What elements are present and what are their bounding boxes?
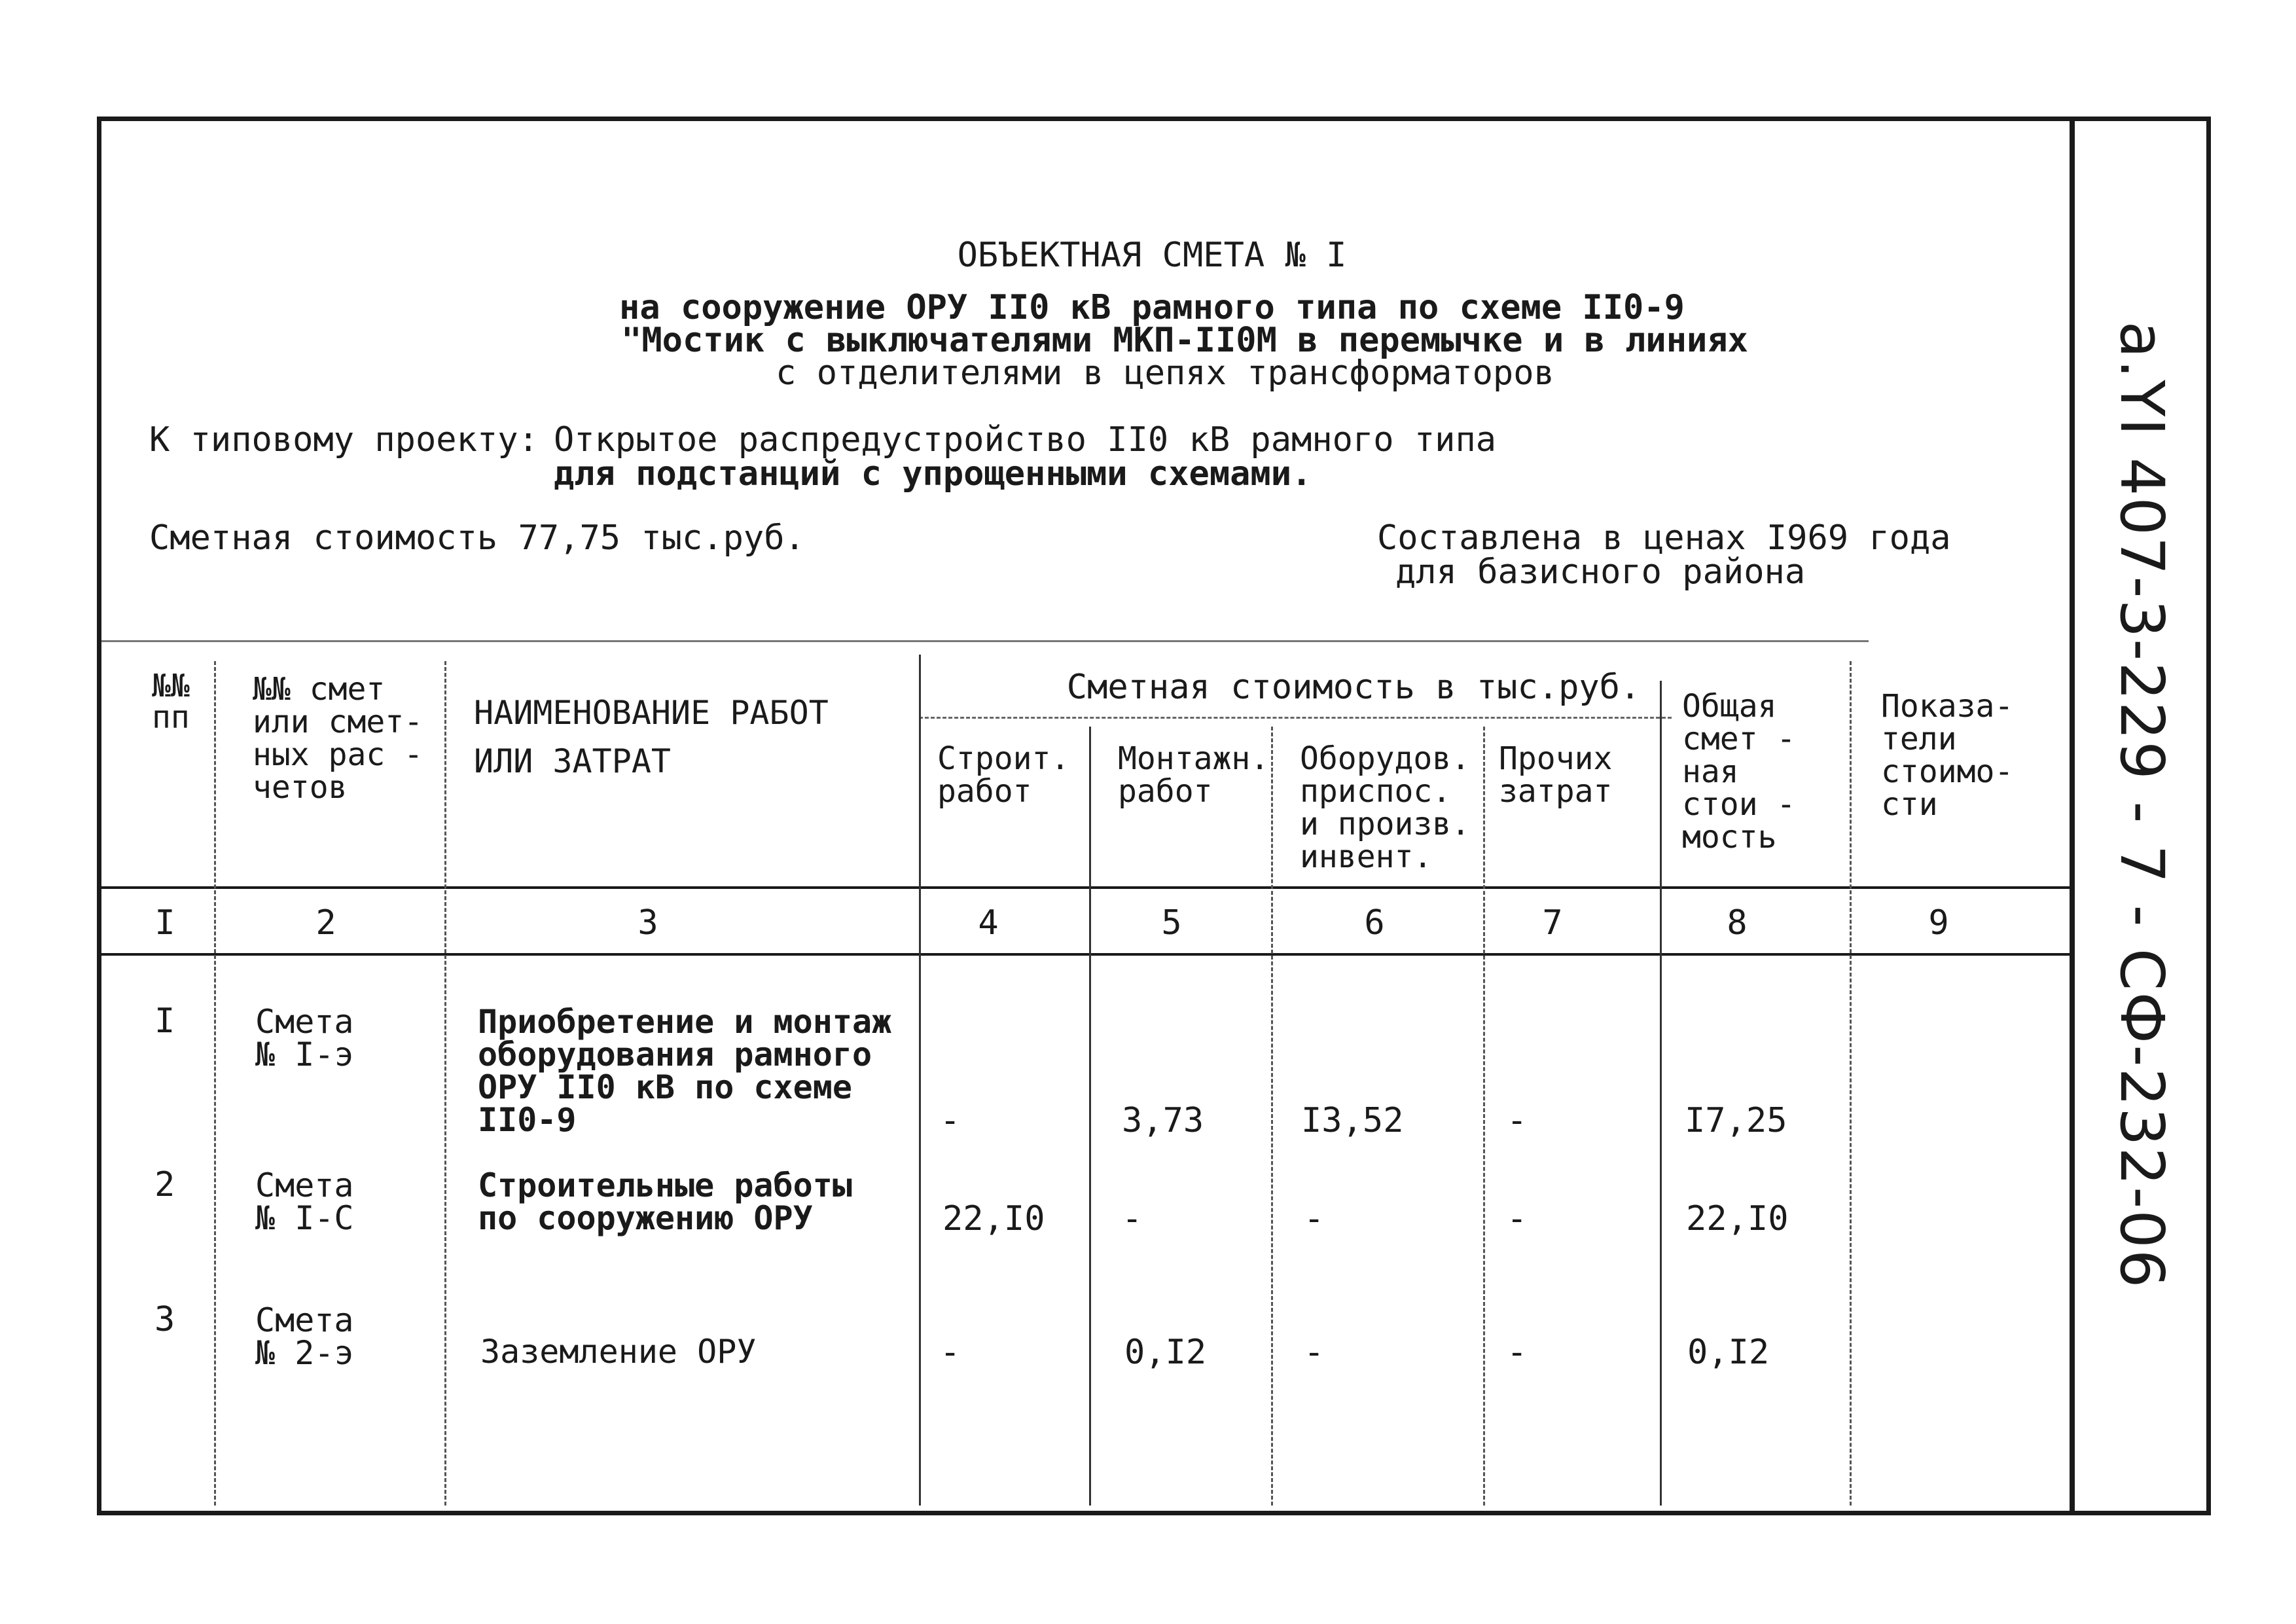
prices-line-2: для базисного района: [1395, 552, 1806, 592]
group-header: Сметная стоимость в тыс.руб.: [1066, 668, 1641, 707]
side-stamp-divider: [2070, 118, 2075, 1514]
col-header-9: Показа- тели стоимо- сти: [1881, 688, 2014, 823]
col-sep-2: [444, 661, 446, 1506]
project-label: К типовому проекту:: [149, 420, 539, 460]
row-2-smeta: Смета № I-С: [255, 1166, 354, 1237]
row-3-name: Заземление ОРУ: [480, 1333, 757, 1371]
col-number-8: 8: [1727, 903, 1748, 943]
col-number-3: 3: [637, 903, 658, 943]
row-2-total: 22,I0: [1686, 1199, 1789, 1238]
estimated-cost: Сметная стоимость 77,75 тыс.руб.: [149, 518, 805, 558]
col-number-7: 7: [1542, 903, 1563, 943]
col-number-2: 2: [315, 903, 336, 943]
row-2-installation: -: [1122, 1199, 1143, 1238]
col-header-3: НАИМЕНОВАНИЕ РАБОТ ИЛИ ЗАТРАТ: [474, 694, 829, 780]
row-3-number: 3: [154, 1300, 175, 1339]
row-2-name: Строительные работы по сооружению ОРУ: [478, 1166, 852, 1237]
row-2-other: -: [1507, 1199, 1528, 1238]
col-sep-4: [1089, 727, 1091, 1506]
col-header-2: №№ смет или смет- ных рас - четов: [253, 671, 423, 806]
col-number-5: 5: [1161, 903, 1182, 943]
subtitle-line-3: с отделителями в цепях трансформаторов: [776, 353, 1554, 393]
subtitle-line-2: "Мостик с выключателями МКП-II0М в перемычке и в линиях: [621, 321, 1748, 360]
col-sep-1: [214, 661, 216, 1506]
col-number-6: 6: [1364, 903, 1385, 943]
row-1-total: I7,25: [1685, 1101, 1787, 1140]
row-1-number: I: [154, 1001, 175, 1041]
side-stamp: а.YI 407-3-229 - 7 - СФ-232-06: [2107, 321, 2177, 1290]
row-3-installation: 0,I2: [1124, 1333, 1207, 1372]
col-sep-6: [1483, 727, 1485, 1506]
group-header-rule: [919, 717, 1672, 719]
row-3-total: 0,I2: [1687, 1333, 1770, 1372]
project-line-1: Открытое распредустройство II0 кВ рамного типа: [554, 420, 1497, 460]
row-2-construction: 22,I0: [942, 1199, 1045, 1238]
document-title: ОБЪЕКТНАЯ СМЕТА № I: [957, 236, 1347, 275]
row-2-number: 2: [154, 1165, 175, 1204]
row-1-name: Приобретение и монтаж оборудования рамного ОРУ II0 кВ по схеме II0-9: [478, 1003, 892, 1139]
col-header-8: Общая смет - ная стои - мость: [1682, 688, 1796, 856]
header-bottom-rule: [101, 886, 2072, 889]
col-header-6: Оборудов. приспос. и произв. инвент.: [1300, 740, 1471, 875]
project-line-2: для подстанций с упрощенными схемами.: [554, 454, 1312, 494]
col-sep-5: [1271, 727, 1273, 1506]
col-sep-8: [1850, 661, 1852, 1506]
row-1-installation: 3,73: [1122, 1101, 1204, 1140]
column-numbers-rule: [101, 953, 2072, 956]
prices-line-1: Составлена в ценах I969 года: [1377, 518, 1951, 558]
row-1-construction: -: [940, 1101, 961, 1140]
col-number-9: 9: [1928, 903, 1949, 943]
col-header-4: Строит. работ: [937, 740, 1070, 810]
row-1-equipment: I3,52: [1301, 1101, 1404, 1140]
col-sep-3: [919, 655, 921, 1506]
row-3-other: -: [1507, 1333, 1528, 1372]
col-header-1: №№ пп: [152, 668, 190, 736]
col-number-4: 4: [978, 903, 999, 943]
table-top-rule: [101, 640, 1869, 642]
row-3-equipment: -: [1304, 1333, 1325, 1372]
row-2-equipment: -: [1304, 1199, 1325, 1238]
col-number-1: I: [154, 903, 175, 943]
col-sep-7: [1660, 681, 1662, 1506]
row-1-other: -: [1507, 1101, 1528, 1140]
col-header-7: Прочих затрат: [1499, 740, 1613, 810]
subtitle-line-1: на сооружение ОРУ II0 кВ рамного типа по схеме II0-9: [619, 288, 1685, 327]
row-1-smeta: Смета № I-э: [255, 1003, 354, 1074]
col-header-5: Монтажн. работ: [1118, 740, 1270, 810]
row-3-smeta: Смета № 2-э: [255, 1301, 354, 1372]
row-3-construction: -: [940, 1333, 961, 1372]
